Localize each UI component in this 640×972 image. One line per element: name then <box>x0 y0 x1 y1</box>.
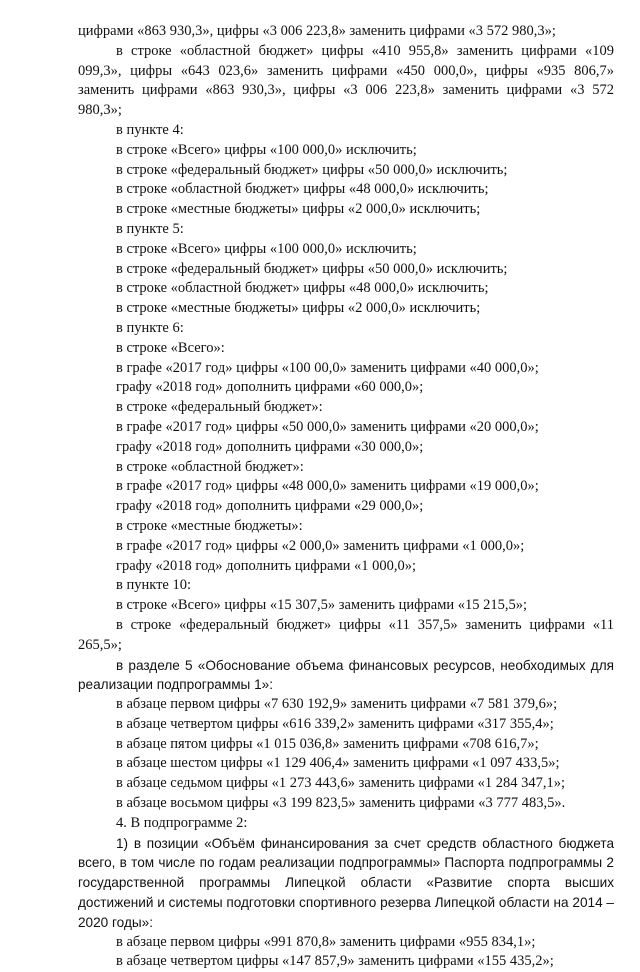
paragraph: графу «2018 год» дополнить цифрами «30 000,0»; <box>116 438 424 455</box>
paragraph: в строке «областной бюджет» цифры «48 000,0» исключить; <box>116 280 489 297</box>
paragraph: в строке «местные бюджеты» цифры «2 000,0» исключить; <box>116 300 481 317</box>
paragraph: в строке «областной бюджет» цифры «410 955,8» заменить цифрами «109 099,3», цифры «643 023,6» заменить цифрами «450 000,0», цифры «935 806,7» заменить цифрами «863 930,3», цифры «3 006 223,8» заменить цифрами «3 572 980,3»; <box>78 42 614 119</box>
paragraph: в графе «2017 год» цифры «48 000,0» заменить цифрами «19 000,0»; <box>116 478 539 495</box>
document-page <box>78 22 614 972</box>
paragraph: в строке «Всего» цифры «15 307,5» заменить цифрами «15 215,5»; <box>116 597 528 614</box>
paragraph: в пункте 10: <box>116 577 192 594</box>
paragraph: в строке «федеральный бюджет»: <box>116 399 323 416</box>
paragraph: в абзаце восьмом цифры «3 199 823,5» заменить цифрами «3 777 483,5». <box>116 795 566 812</box>
paragraph: в графе «2017 год» цифры «2 000,0» заменить цифрами «1 000,0»; <box>116 537 525 554</box>
paragraph: в строке «Всего»: <box>116 339 225 356</box>
paragraph: графу «2018 год» дополнить цифрами «29 000,0»; <box>116 498 424 515</box>
paragraph: в пункте 4: <box>116 121 184 138</box>
paragraph: в пункте 6: <box>116 319 184 336</box>
paragraph: в абзаце четвертом цифры «616 339,2» заменить цифрами «317 355,4»; <box>116 715 554 732</box>
paragraph: в абзаце четвертом цифры «147 857,9» заменить цифрами «155 435,2»; <box>116 953 554 970</box>
paragraph: цифрами «863 930,3», цифры «3 006 223,8» заменить цифрами «3 572 980,3»; <box>78 23 556 39</box>
paragraph: в графе «2017 год» цифры «100 00,0» заменить цифрами «40 000,0»; <box>116 359 539 376</box>
paragraph: в абзаце первом цифры «7 630 192,9» заменить цифрами «7 581 379,6»; <box>116 696 558 713</box>
paragraph: в графе «2017 год» цифры «50 000,0» заменить цифрами «20 000,0»; <box>116 418 539 435</box>
paragraph: в строке «федеральный бюджет» цифры «11 357,5» заменить цифрами «11 265,5»; <box>78 616 614 653</box>
paragraph: в строке «Всего» цифры «100 000,0» исключить; <box>116 240 417 257</box>
paragraph: в строке «местные бюджеты» цифры «2 000,0» исключить; <box>116 201 481 218</box>
paragraph: в строке «областной бюджет» цифры «48 000,0» исключить; <box>116 181 489 198</box>
paragraph: 1) в позиции «Объём финансирования за счет средств областного бюджета всего, в том числе по годам реализации подпрограммы» Паспорта подпрограммы 2 государственной программы Липецкой области «Развитие спорта высших достижений и системы подготовки спортивного резерва Липецкой области на 2014 – 2020 годы»: <box>78 835 614 930</box>
paragraph: в абзаце седьмом цифры «1 273 443,6» заменить цифрами «1 284 347,1»; <box>116 775 566 792</box>
paragraph: в разделе 5 «Обоснование объема финансовых ресурсов, необходимых для реализации подпрограммы 1»: <box>78 657 614 693</box>
paragraph: в строке «федеральный бюджет» цифры «50 000,0» исключить; <box>116 161 508 178</box>
section-heading: 4. В подпрограмме 2: <box>116 814 248 831</box>
paragraph: в строке «областной бюджет»: <box>116 458 304 475</box>
paragraph: в строке «Всего» цифры «100 000,0» исключить; <box>116 141 417 158</box>
paragraph: графу «2018 год» дополнить цифрами «1 000,0»; <box>116 557 417 574</box>
paragraph: в абзаце пятом цифры «1 015 036,8» заменить цифрами «708 616,7»; <box>116 735 539 752</box>
paragraph: графу «2018 год» дополнить цифрами «60 000,0»; <box>116 379 424 396</box>
paragraph: в строке «местные бюджеты»: <box>116 517 303 534</box>
paragraph: в строке «федеральный бюджет» цифры «50 000,0» исключить; <box>116 260 508 277</box>
paragraph: в пункте 5: <box>116 220 184 237</box>
paragraph: в абзаце первом цифры «991 870,8» заменить цифрами «955 834,1»; <box>116 933 536 950</box>
paragraph: в абзаце шестом цифры «1 129 406,4» заменить цифрами «1 097 433,5»; <box>116 755 560 772</box>
